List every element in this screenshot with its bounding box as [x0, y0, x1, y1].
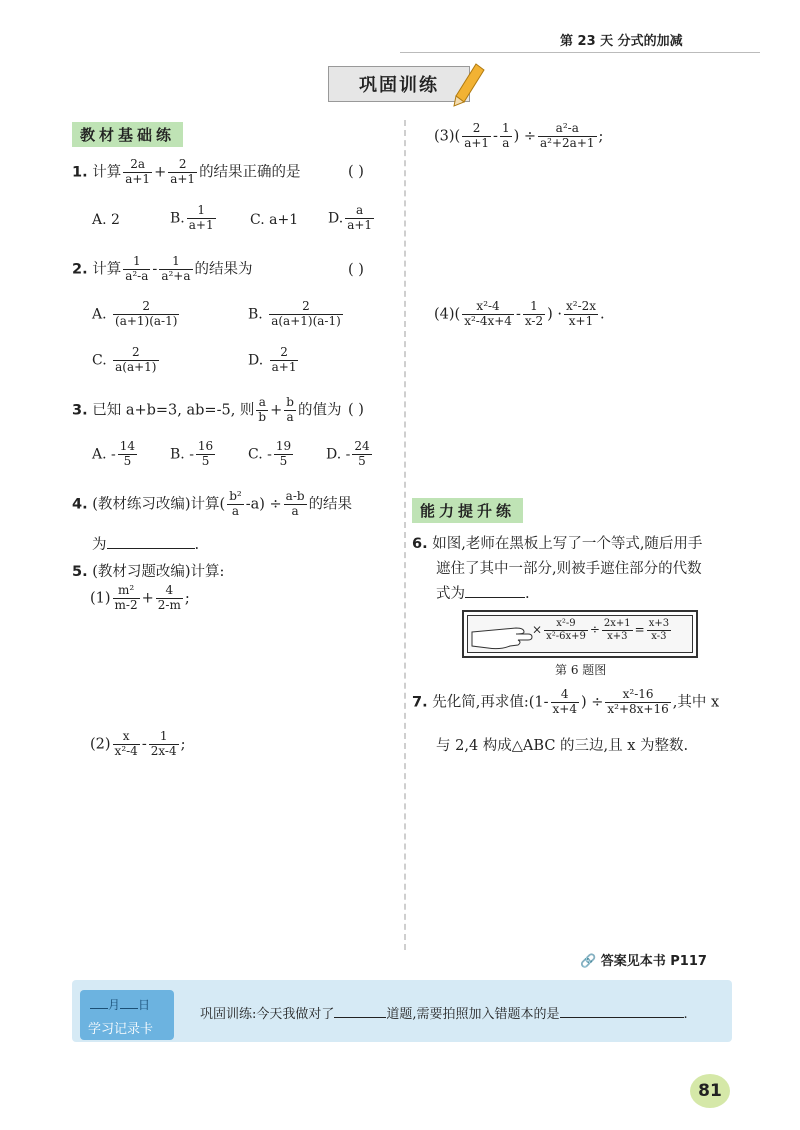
question-6-line-1: 6. 如图,老师在黑板上写了一个等式,随后用手 — [412, 536, 703, 552]
basic-section-label: 教材基础练 — [72, 122, 183, 147]
q3-option-c[interactable]: C. - $\frac{19}{5}$ — [248, 439, 292, 468]
page-header: 第 23 天 分式的加减 — [560, 34, 683, 49]
question-4: 4. (教材练习改编)计算( $\frac{\text{b²}}{a}$ -a) ÷ $\frac{a-b}{a}$ 的结果 — [72, 489, 353, 518]
q2-option-d[interactable]: D. $\frac{2}{a+1}$ — [248, 345, 297, 374]
date-fields[interactable]: 月 日 — [90, 996, 150, 1013]
q4-answer-line[interactable]: 为 . — [92, 537, 200, 553]
page-number: 81 — [690, 1074, 730, 1108]
hand-icon — [470, 620, 534, 652]
q1-answer-paren[interactable]: ( ) — [348, 164, 364, 180]
question-7-line-2: 与 2,4 构成△ABC 的三边,且 x 为整数. — [436, 738, 689, 754]
q2-option-b[interactable]: B. $\frac{2}{a(a+1)(a-1)}$ — [248, 299, 341, 328]
q6-answer-line[interactable]: 式为 . — [436, 586, 530, 602]
advanced-section-label: 能力提升练 — [412, 498, 523, 523]
q1-option-d[interactable]: D. $\frac{a}{a+1}$ — [328, 203, 373, 232]
q3-answer-paren[interactable]: ( ) — [348, 402, 364, 418]
pencil-icon — [452, 62, 486, 108]
q5-part-3: (3)( $\frac{2}{a+1}$ - $\frac{1}{a}$ ) ÷ $\frac{\text{a²-a}}{\text{a²+2a+1}}$ ; — [434, 121, 604, 150]
question-3: 3. 已知 a+b=3, ab=-5, 则 $\frac{a}{b}$ + $\frac{b}{a}$ 的值为 — [72, 395, 342, 424]
header-divider — [400, 52, 760, 53]
q1-option-a[interactable]: A. 2 — [92, 212, 120, 228]
q2-answer-paren[interactable]: ( ) — [348, 262, 364, 278]
q3-option-b[interactable]: B. - $\frac{16}{5}$ — [170, 439, 214, 468]
question-2: 2. 计算 $\frac{1}{\text{a²-a}}$ - $\frac{1}{\text{a²+a}}$ 的结果为 — [72, 254, 253, 283]
q2-option-a[interactable]: A. $\frac{2}{(a+1)(a-1)}$ — [92, 299, 178, 328]
study-record-card-title: 学习记录卡 — [88, 1022, 154, 1037]
answer-reference: 🔗 答案见本书 P117 — [580, 954, 707, 969]
q5-part-1: (1) $\frac{\text{m²}}{m-2}$ + $\frac{4}{2-m}$ ; — [90, 583, 190, 612]
q5-part-2: (2) $\frac{x}{\text{x²-4}}$ - $\frac{1}{2x-4}$ ; — [90, 729, 186, 758]
study-record-card — [80, 990, 174, 1040]
q2-option-c[interactable]: C. $\frac{2}{a(a+1)}$ — [92, 345, 157, 374]
blackboard-equation: × $\frac{\text{x²-9}}{\text{x²-6x+9}}$ ÷ $\frac{2x+1}{x+3}$ = $\frac{x+3}{x-3}$ — [532, 618, 670, 642]
q3-option-d[interactable]: D. - $\frac{24}{5}$ — [326, 439, 370, 468]
q3-option-a[interactable]: A. - $\frac{14}{5}$ — [92, 439, 136, 468]
question-6-line-2: 遮住了其中一部分,则被手遮住部分的代数 — [436, 561, 702, 577]
section-banner: 巩固训练 — [328, 66, 470, 102]
question-7: 7. 先化简,再求值:(1- $\frac{4}{x+4}$ ) ÷ $\frac{\text{x²-16}}{\text{x²+8x+16}}$ ,其中 x — [412, 687, 720, 716]
study-record-text[interactable]: 巩固训练:今天我做对了 道题,需要拍照加入错题本的是 . — [200, 1007, 688, 1022]
q5-part-4: (4)( $\frac{\text{x²-4}}{\text{x²-4x+4}}$ - $\frac{1}{x-2}$ ) · $\frac{\text{x²-2x}}{x+1}$ . — [434, 299, 605, 328]
link-icon: 🔗 — [580, 954, 597, 969]
q1-option-c[interactable]: C. a+1 — [250, 212, 299, 228]
figure-caption: 第 6 题图 — [555, 663, 607, 677]
question-5: 5. (教材习题改编)计算: — [72, 564, 225, 580]
q1-option-b[interactable]: B. $\frac{1}{a+1}$ — [170, 203, 214, 232]
blackboard-figure — [462, 610, 698, 658]
column-divider — [404, 120, 406, 950]
question-1: 1. 计算 $\frac{2a}{a+1}$ + $\frac{2}{a+1}$ 的结果正确的是 — [72, 157, 301, 186]
